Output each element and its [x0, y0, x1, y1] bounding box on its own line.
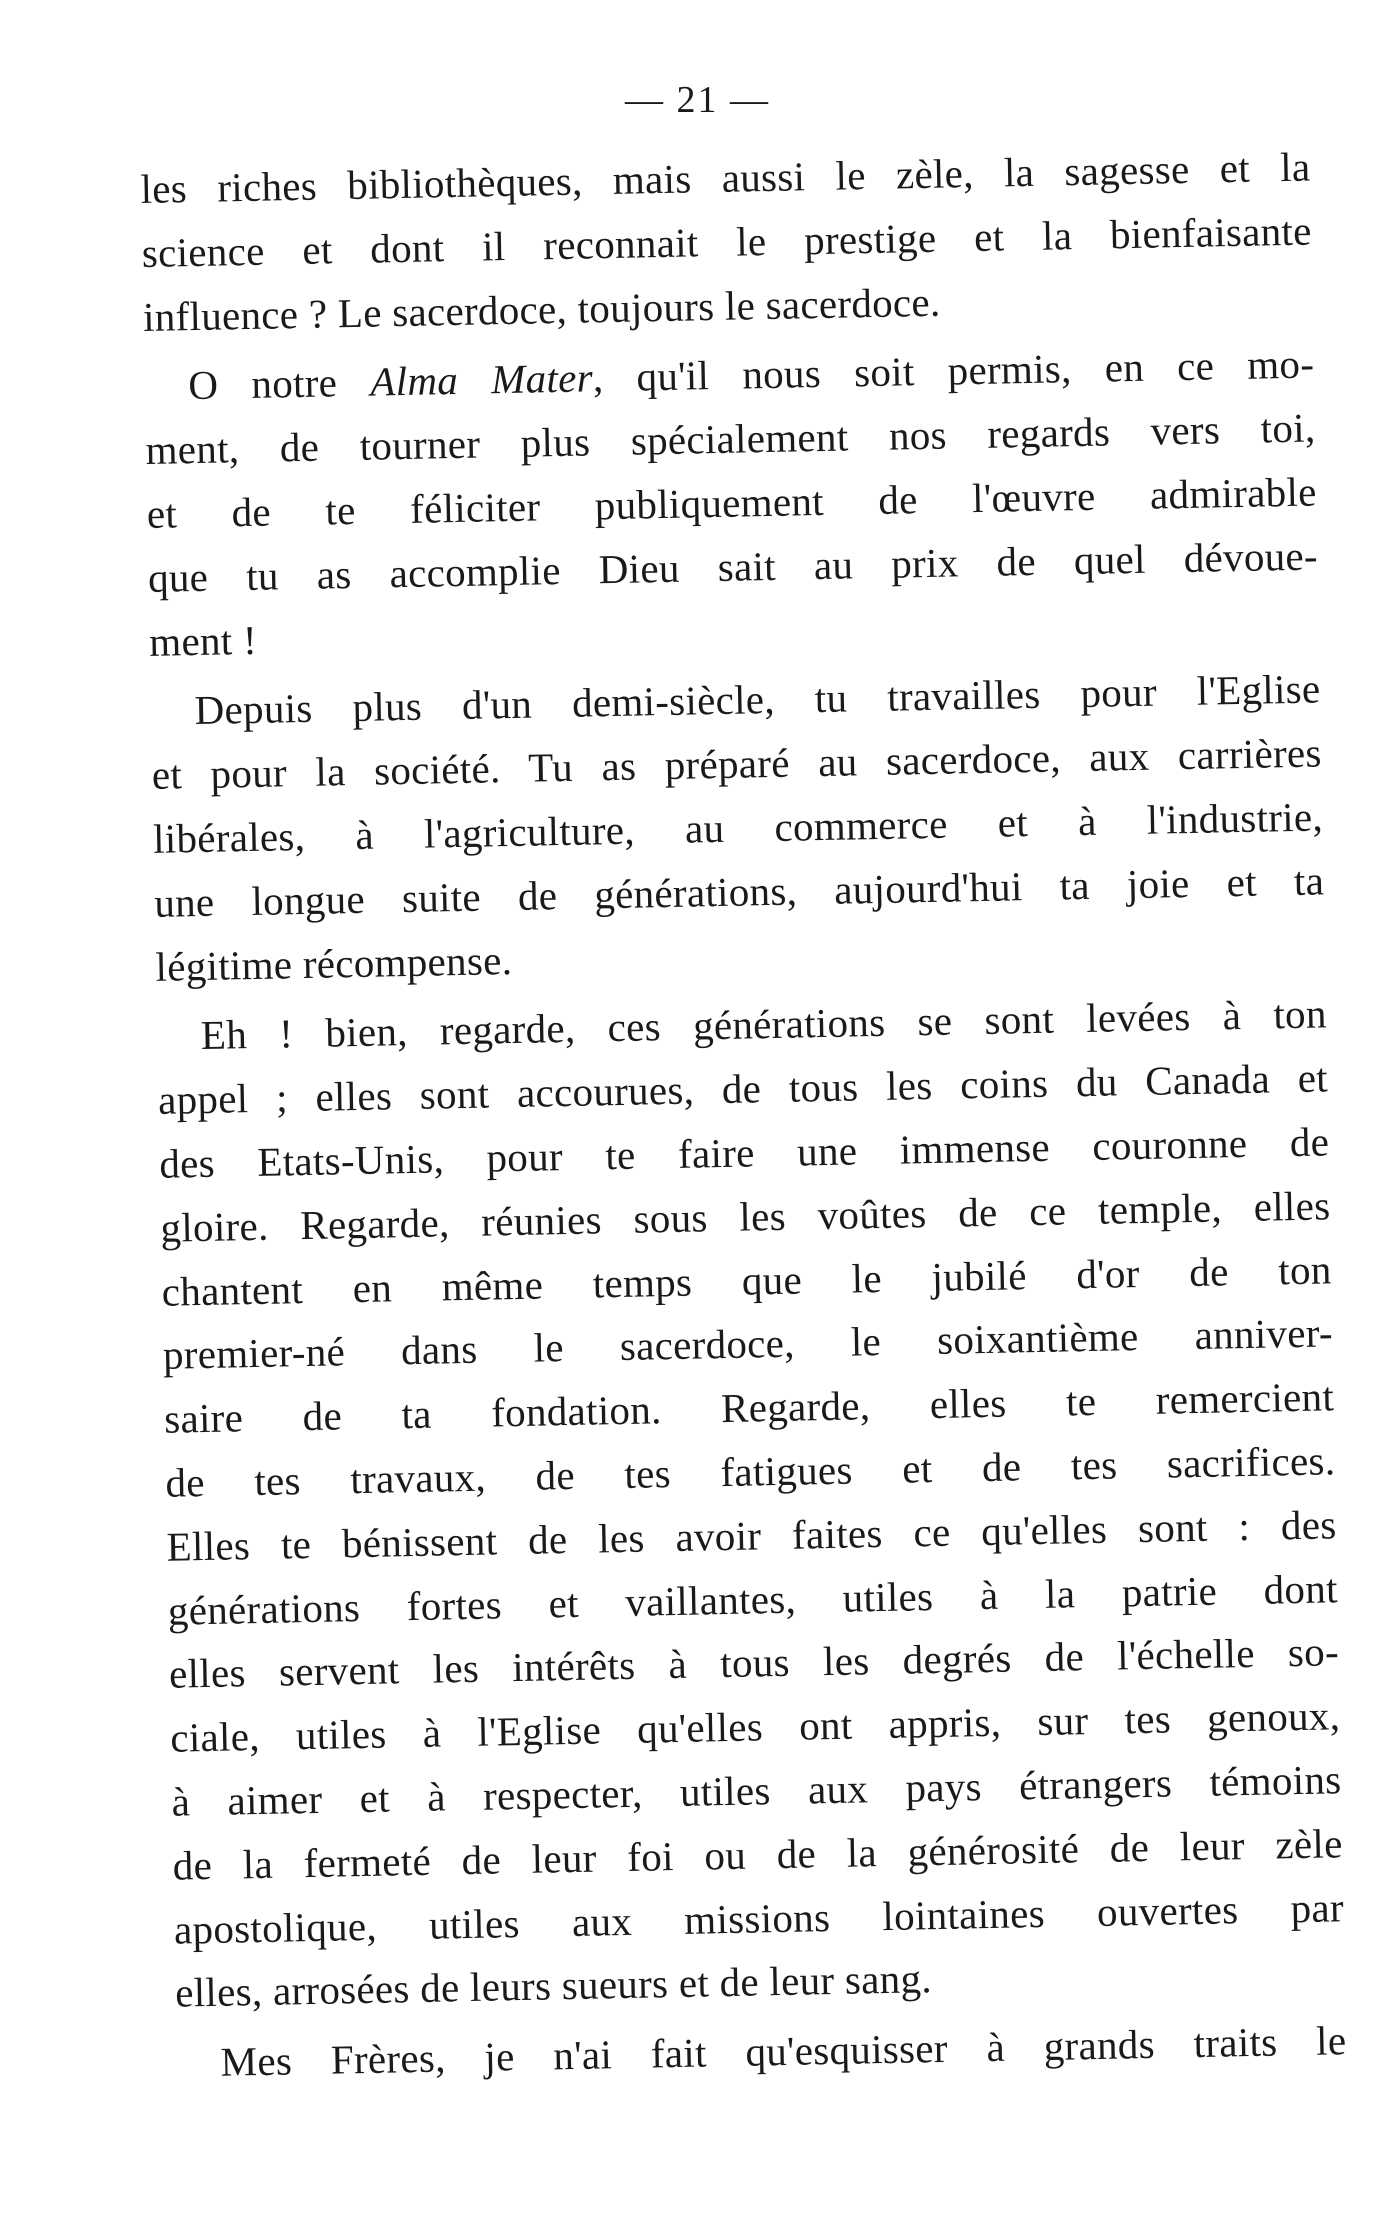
text-line: Eh ! bien, regarde, ces générations se sont levées à ton [200, 990, 1328, 1059]
text-line: de la fermeté de leur foi ou de la générosité de leur zèle [172, 1819, 1344, 1889]
text-line: et pour la société. Tu as préparé au sacerdoce, aux carrières [151, 729, 1323, 799]
text-line: appel ; elles sont accourues, de tous les coins du Canada et [157, 1054, 1329, 1123]
text-line: générations fortes et vaillantes, utiles à la patrie dont [167, 1564, 1339, 1634]
text-line: O notre Alma Mater, qu'il nous soit permis, en ce mo- [187, 340, 1315, 409]
text-line: influence ? Le sacerdoce, toujours le sacerdoce. [142, 278, 941, 340]
text-line: science et dont il reconnait le prestige et la bienfaisante [141, 207, 1313, 276]
text-line: premier-né dans le sacerdoce, le soixantième anniver- [162, 1309, 1334, 1379]
text-line: libérales, à l'agriculture, au commerce et à l'industrie, [152, 793, 1324, 862]
text-line: Mes Frères, je n'ai fait qu'esquisser à grands traits le [220, 2017, 1347, 2085]
text-line: Depuis plus d'un demi-siècle, tu travailles pour l'Eglise [194, 665, 1321, 734]
text-line: ment ! [148, 616, 258, 665]
text-line: ciale, utiles à l'Eglise qu'elles ont appris, sur tes genoux, [169, 1692, 1341, 1761]
body-text [140, 136, 1347, 2096]
text-line: de tes travaux, de tes fatigues et de tes sacrifices. [164, 1437, 1336, 1506]
text-line: une longue suite de générations, aujourd'hui ta joie et ta [153, 857, 1325, 926]
text-line: chantent en même temps que le jubilé d'or de ton [161, 1245, 1332, 1315]
text-line: que tu as accomplie Dieu sait au prix de quel dévoue- [147, 532, 1319, 601]
text-line: les riches bibliothèques, mais aussi le zèle, la sagesse et la [140, 143, 1311, 212]
text-line: légitime récompense. [155, 936, 513, 990]
text-line: ment, de tourner plus spécialement nos regards vers toi, [145, 404, 1316, 474]
text-line: des Etats-Unis, pour te faire une immense couronne de [158, 1118, 1330, 1187]
page-number: — 21 — [625, 79, 770, 121]
text-line: elles, arrosées de leurs sueurs et de leur sang. [174, 1955, 933, 2016]
text-line: et de te féliciter publiquement de l'œuvre admirable [146, 468, 1318, 537]
text-line: apostolique, utiles aux missions lointaines ouvertes par [173, 1883, 1345, 1953]
text-line: gloire. Regarde, réunies sous les voûtes de ce temple, elles [160, 1182, 1331, 1251]
text-line: elles servent les intérêts à tous les degrés de l'échelle so- [168, 1628, 1340, 1698]
italic-phrase: Alma Mater [369, 354, 594, 406]
text-line: saire de ta fondation. Regarde, elles te remercient [163, 1373, 1335, 1442]
text-line: Elles te bénissent de les avoir faites ce qu'elles sont : des [166, 1501, 1337, 1570]
text-line: à aimer et à respecter, utiles aux pays étrangers témoins [171, 1756, 1342, 1825]
